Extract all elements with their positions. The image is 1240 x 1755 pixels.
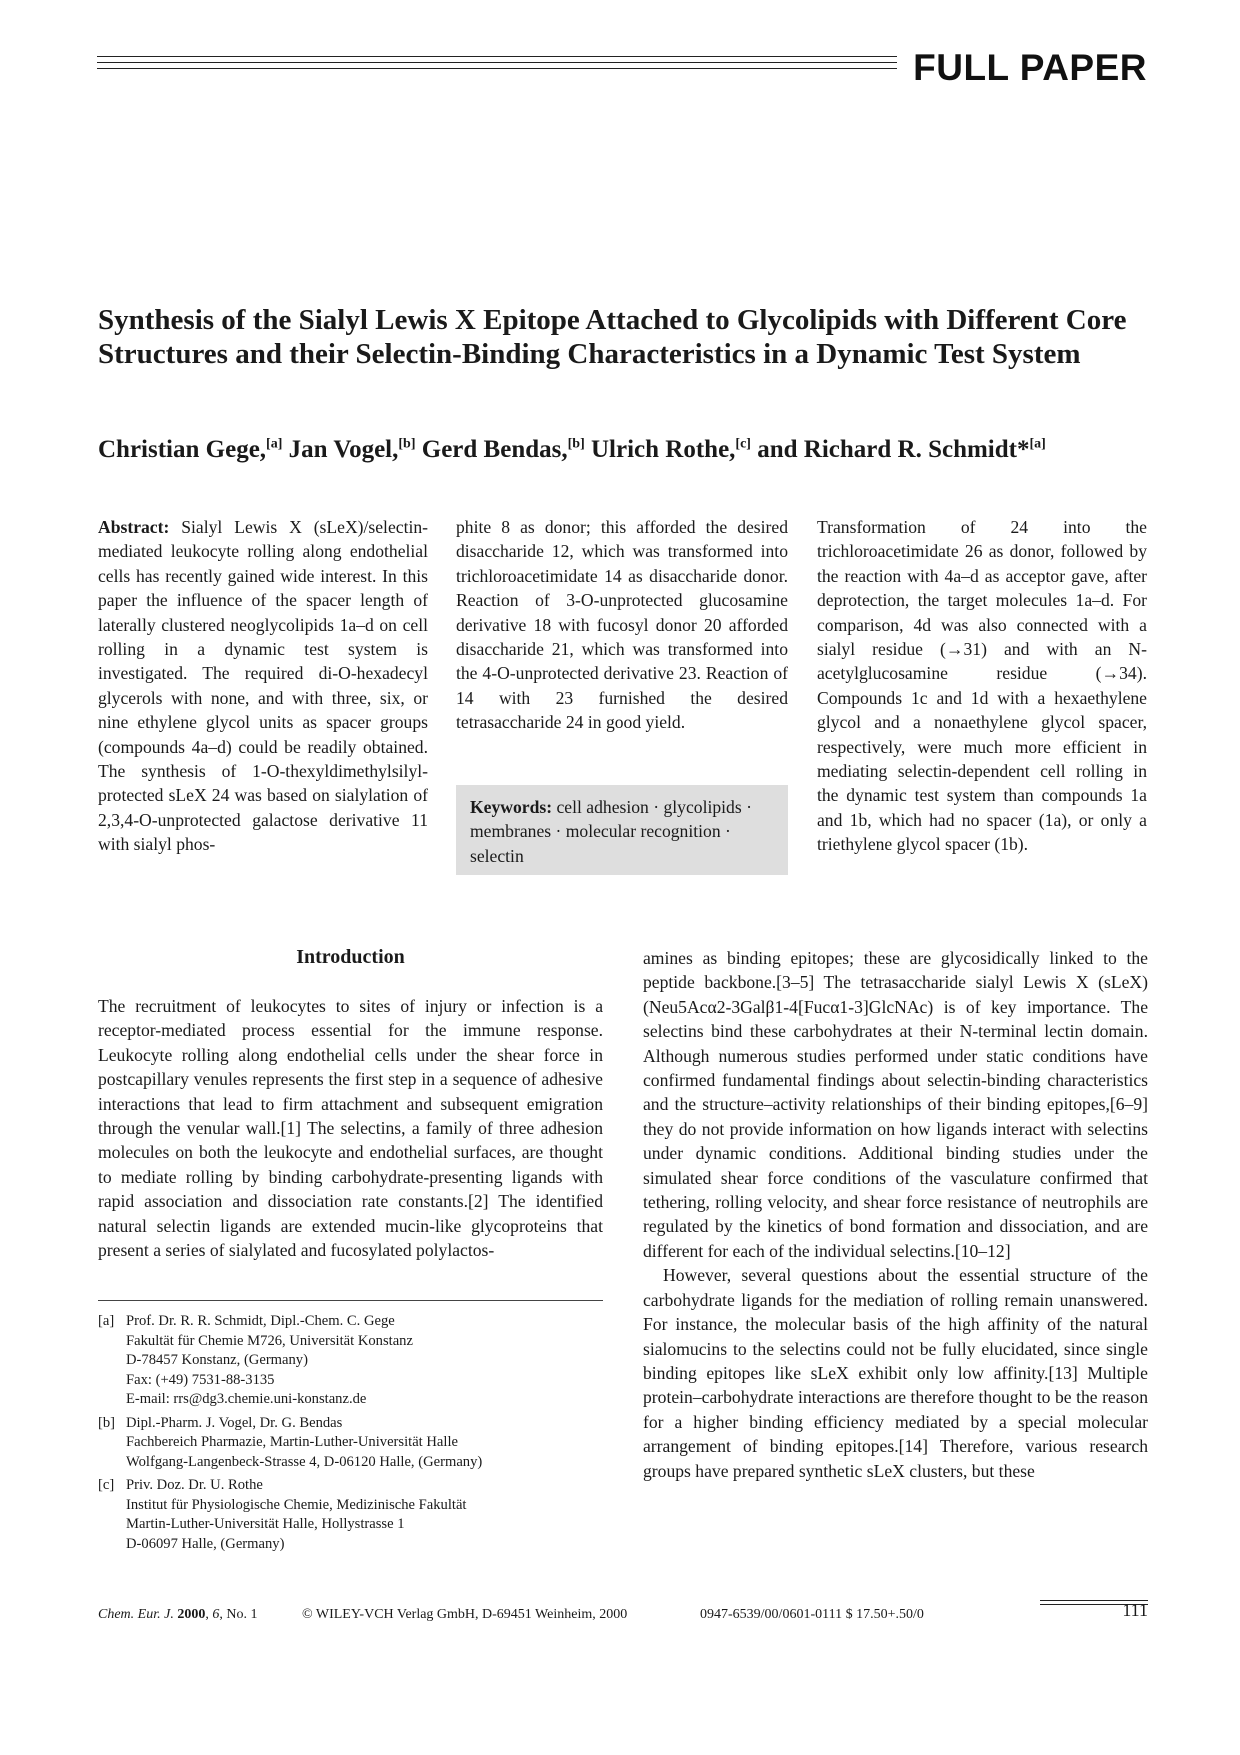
footnote-rule bbox=[98, 1300, 603, 1301]
page-number-block bbox=[1040, 1600, 1148, 1620]
body-column-2 bbox=[643, 946, 1148, 1483]
affiliation-a: [a] Prof. Dr. R. R. Schmidt, Dipl.-Chem. C. Gege Fakultät für Chemie M726, Universität Konstanz D-78457 Konstanz, (Germany) Fax: (+49) 7531-88-3135 E-mail: rrs@dg3.chemie.uni-konstanz.de bbox=[98, 1313, 413, 1407]
affiliations bbox=[98, 1312, 603, 1558]
author: and Richard R. Schmidt*[a] bbox=[757, 436, 1046, 463]
abstract-label: Abstract: bbox=[98, 517, 170, 537]
footer-citation: Chem. Eur. J. 2000, 6, No. 1 bbox=[98, 1607, 258, 1622]
author: Ulrich Rothe,[c] bbox=[591, 436, 751, 463]
keywords-label: Keywords: bbox=[470, 797, 553, 817]
body-column-1: The recruitment of leukocytes to sites of injury or infection is a receptor-mediated process essential for the immune response. Leukocyte rolling along endothelial cells under the shear force in postcapillary venules represents the first step in a sequence of adhesive interactions that lead to firm attachment and subsequent emigration through the venular wall.[1] The selectins, a family of three adhesion molecules on both the leukocyte and endothelial surfaces, are thought to mediate rolling by binding carbohydrate-presenting ligands with rapid association and dissociation rate constants.[2] The identified natural selectin ligands are extended mucin-like glycoproteins that present a series of sialylated and fucosylated polylactos- bbox=[98, 996, 603, 1261]
author: Jan Vogel,[b] bbox=[288, 436, 416, 463]
author: Christian Gege,[a] bbox=[98, 436, 283, 463]
abstract-text: Sialyl Lewis X (sLeX)/selectin-mediated leukocyte rolling along endothelial cells has recently gained wide interest. In this paper the influence of the spacer length of laterally clustered neoglycolipids 1a–d on cell rolling in a dynamic test system is investigated. The required di-O-hexadecyl glycerols with none, and with three, six, or nine ethylene glycol units as spacer groups (compounds 4a–d) could be readily obtained. The synthesis of 1-O-thexyldimethylsilyl-protected sLeX 24 was based on sialylation of 2,3,4-O-unprotected galactose derivative 11 with sialyl phos- bbox=[98, 517, 428, 855]
author: Gerd Bendas,[b] bbox=[421, 436, 585, 463]
abstract-column-3: Transformation of 24 into the trichloroacetimidate 26 as donor, followed by the reaction with 4a–d as acceptor gave, after deprotection, the target molecules 1a–d. For comparison, 4d was also connected with a sialyl residue (→31) and with an N-acetylglucosamine residue (→34). Compounds 1c and 1d with a hexaethylene glycol and a nonaethylene glycol spacer, respectively, were much more efficient in mediating selectin-dependent cell rolling in the dynamic test system than compounds 1a and 1b, which had no spacer (1a), or only a triethylene glycol spacer (1b). bbox=[817, 517, 1147, 855]
header-rules bbox=[97, 56, 897, 74]
paragraph: However, several questions about the essential structure of the carbohydrate ligands for the mediation of rolling remain unanswered. For instance, the molecular basis of the high affinity of the natural sialomucins to the selectins could not be fully elucidated, since single binding epitopes like sLeX exhibit only low affinity.[13] Multiple protein–carbohydrate interactions are therefore thought to be the reason for a higher binding efficiency mediated by a special molecular arrangement of binding epitopes.[14] Therefore, various research groups have prepared synthetic sLeX clusters, but these bbox=[643, 1265, 1148, 1481]
affiliation-b: [b] Dipl.-Pharm. J. Vogel, Dr. G. Bendas Fachbereich Pharmazie, Martin-Luther-Universität Halle Wolfgang-Langenbeck-Strasse 4, D-06120 Halle, (Germany) bbox=[98, 1414, 483, 1470]
section-heading: Introduction bbox=[296, 946, 405, 968]
keywords-text: cell adhesion · glycolipids · membranes · molecular recognition · selectin bbox=[470, 797, 752, 866]
abstract-column-1 bbox=[98, 515, 428, 857]
article-title: Synthesis of the Sialyl Lewis X Epitope Attached to Glycolipids with Different Core Structures and their Selectin-Binding Characteristics in a Dynamic Test System bbox=[98, 304, 1127, 370]
keywords-box bbox=[456, 785, 788, 875]
author-list bbox=[98, 436, 1158, 464]
affiliation-c: [c] Priv. Doz. Dr. U. Rothe Institut für Physiologische Chemie, Medizinische Fakultät Martin-Luther-Universität Halle, Hollystrasse 1 D-06097 Halle, (Germany) bbox=[98, 1477, 467, 1552]
page-number: 111 bbox=[1122, 1600, 1148, 1620]
paragraph: amines as binding epitopes; these are glycosidically linked to the peptide backbone.[3–5] The tetrasaccharide sialyl Lewis X (sLeX) (Neu5Acα2-3Galβ1-4[Fucα1-3]GlcNAc) is of key importance. The selectins bind these carbohydrates at their N-terminal lectin domain. Although numerous studies performed under static conditions have confirmed fundamental findings about selectin-binding characteristics and the structure–activity relationships of their binding epitopes,[6–9] they do not provide information on how ligands interact with selectins under dynamic conditions. Additional binding studies under the simulated shear force conditions of the vasculature confirmed that tethering, rolling velocity, and shear force resistance of neutrophils are regulated by the kinetics of bond formation and dissociation, and are different for each of the individual selectins.[10–12] bbox=[643, 948, 1148, 1261]
abstract-column-2: phite 8 as donor; this afforded the desired disaccharide 12, which was transformed into trichloroacetimidate 14 as disaccharide donor. Reaction of 3-O-unprotected glucosamine derivative 18 with fucosyl donor 20 afforded disaccharide 21, which was transformed into the 4-O-unprotected derivative 23. Reaction of 14 with 23 furnished the desired tetrasaccharide 24 in good yield. bbox=[456, 517, 788, 733]
footer-copyright: © WILEY-VCH Verlag GmbH, D-69451 Weinheim, 2000 bbox=[302, 1607, 628, 1622]
footer-issn: 0947-6539/00/0601-0111 $ 17.50+.50/0 bbox=[700, 1607, 924, 1622]
section-label: FULL PAPER bbox=[913, 47, 1147, 88]
